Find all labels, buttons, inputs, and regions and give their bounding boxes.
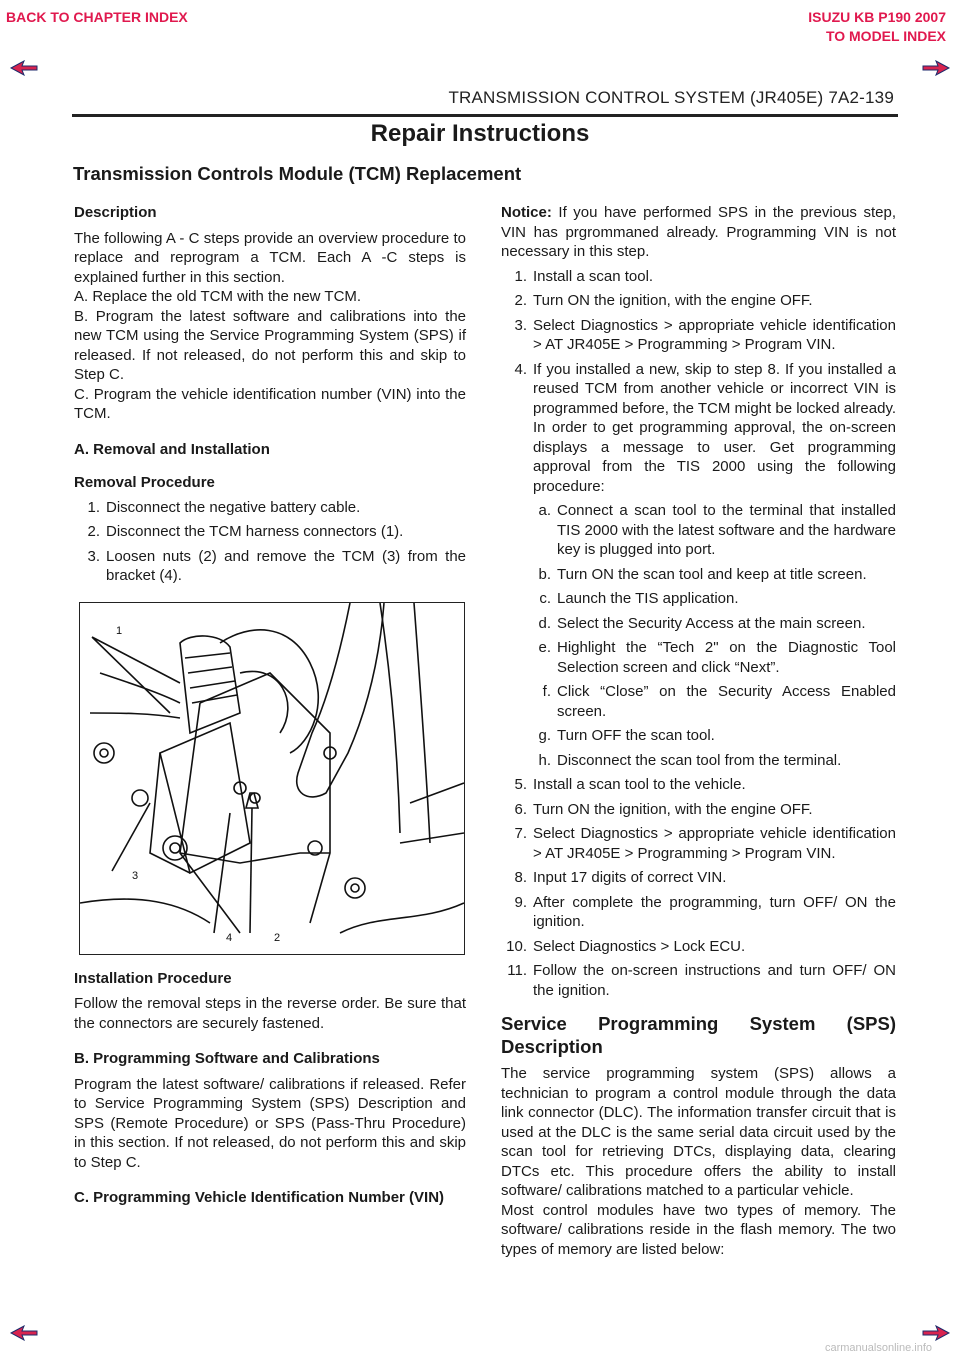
list-item: d. Select the Security Access at the main screen. [538,614,866,632]
sps-heading [501,1012,896,1058]
right-column [501,203,896,1259]
previous-page-arrow-bottom-icon[interactable] [10,1325,38,1341]
vin-steps-a [501,267,896,497]
step-a-text: A. Replace the old TCM with the new TCM. [74,288,362,305]
list-item: h. Disconnect the scan tool from the terminal. [538,751,842,769]
sps-heading-line-1: Service Programming System (SPS) [501,1013,896,1034]
running-head: TRANSMISSION CONTROL SYSTEM (JR405E) 7A2-139 [448,88,894,107]
sps-text-1: The service programming system (SPS) allows a technician to program a control module through the data link connector (DLC). The information transfer circuit that is used at the DLC is the same serial data circuit used by the scan tool for retrieving DTCs, displaying data, clearing DTCs etc. This procedure offers the ability to install software/ calibrations matched to a particular vehicle. [501,1065,896,1199]
section-c-heading: C. Programming Vehicle Identification Number (VIN) [74,1189,445,1206]
list-item: 6. Turn ON the ignition, with the engine OFF. [514,800,813,818]
installation-text: Follow the removal steps in the reverse order. Be sure that the connectors are securely fastened. [74,995,466,1032]
list-item: 1. Disconnect the negative battery cable. [87,498,361,516]
list-item: g. Turn OFF the scan tool. [538,727,715,744]
tcm-line-drawing [80,603,464,954]
notice-paragraph [501,203,896,262]
tcm-illustration [79,602,465,955]
list-item: c. Launch the TIS application. [539,590,739,607]
list-item: 11. Follow the on-screen instructions and turn OFF/ ON the ignition. [507,962,896,999]
header-rule [72,114,898,117]
previous-page-arrow-icon[interactable] [10,60,38,76]
list-item: 3. Loosen nuts (2) and remove the TCM (3) from the bracket (4). [87,547,466,584]
step-b-text: B. Program the latest software and calibrations into the new TCM using the Service Programming System (SPS) if released. If not released, do not perform this and skip to Step C. [74,307,466,383]
list-item: 4. If you installed a new, skip to step 8. If you installed a reused TCM from another vehicle or incorrect VIN is programmed before, the TCM might be locked already. In order to get programming approval, the on-screen displays a message to user. Get programming approval from the TIS 2000 using the following procedure: [514,360,896,495]
list-item: a. Connect a scan tool to the terminal that installed TIS 2000 with the latest software and the hardware key is plugged into port. [538,502,896,558]
callout-4: 4 [226,931,233,944]
sps-text-2: Most control modules have two types of memory. The software/ calibrations reside in the flash memory. The two types of memory are listed below: [501,1201,896,1258]
vin-steps-b [501,775,896,1000]
sps-heading-line-2: Description [501,1036,603,1057]
next-page-arrow-bottom-icon[interactable] [922,1325,950,1341]
back-to-chapter-index-link[interactable]: BACK TO CHAPTER INDEX [6,9,188,25]
vin-substeps [501,501,896,770]
callout-1: 1 [116,624,123,637]
section-subtitle: Transmission Controls Module (TCM) Replacement [73,163,522,184]
list-item: b. Turn ON the scan tool and keep at title screen. [538,565,867,583]
section-b-text: Program the latest software/ calibrations if released. Refer to Service Programming System (SPS) Description and SPS (Remote Procedure) or SPS (Pass-Thru Procedure) in this section. If not released, do not perform this and skip to Step C. [74,1075,466,1171]
model-title-link[interactable]: ISUZU KB P190 2007 [808,9,946,25]
description-text: The following A - C steps provide an overview procedure to replace and reprogram a TCM. Each A -C steps is explained further in this section. [74,229,466,286]
removal-steps [74,498,466,586]
description-heading: Description [74,204,157,221]
list-item: 2. Disconnect the TCM harness connectors (1). [87,523,404,540]
list-item: 1. Install a scan tool. [514,267,654,285]
callout-2: 2 [274,931,281,944]
left-column [74,203,466,1208]
list-item: 2. Turn ON the ignition, with the engine OFF. [514,292,813,309]
list-item: e. Highlight the “Tech 2" on the Diagnostic Tool Selection screen and click “Next”. [538,639,896,676]
list-item: 5. Install a scan tool to the vehicle. [514,776,746,793]
section-a-heading: A. Removal and Installation [74,440,270,458]
list-item: 10. Select Diagnostics > Lock ECU. [506,937,746,955]
list-item: 8. Input 17 digits of correct VIN. [514,869,727,886]
list-item: 3. Select Diagnostics > appropriate vehicle identification > AT JR405E > Programming > Program VIN. [514,316,896,353]
callout-3: 3 [132,869,139,882]
list-item: 7. Select Diagnostics > appropriate vehicle identification > AT JR405E > Programming > Program VIN. [514,825,896,862]
list-item: 9. After complete the programming, turn OFF/ ON the ignition. [514,893,896,930]
list-item: f. Click “Close” on the Security Access Enabled screen. [542,683,896,720]
notice-label: Notice: [501,204,552,221]
step-c-text: C. Program the vehicle identification number (VIN) into the TCM. [74,385,466,422]
page-title: Repair Instructions [370,120,590,147]
installation-heading: Installation Procedure [74,969,232,987]
footer-site-watermark: carmanualsonline.info [824,1342,932,1354]
to-model-index-link[interactable]: TO MODEL INDEX [825,28,946,44]
removal-heading: Removal Procedure [74,474,215,491]
notice-text: If you have performed SPS in the previous step, VIN has prgrommaned already. Programming VIN is not necessary in this step. [501,204,896,260]
next-page-arrow-icon[interactable] [922,60,950,76]
section-b-heading: B. Programming Software and Calibrations [74,1050,380,1067]
